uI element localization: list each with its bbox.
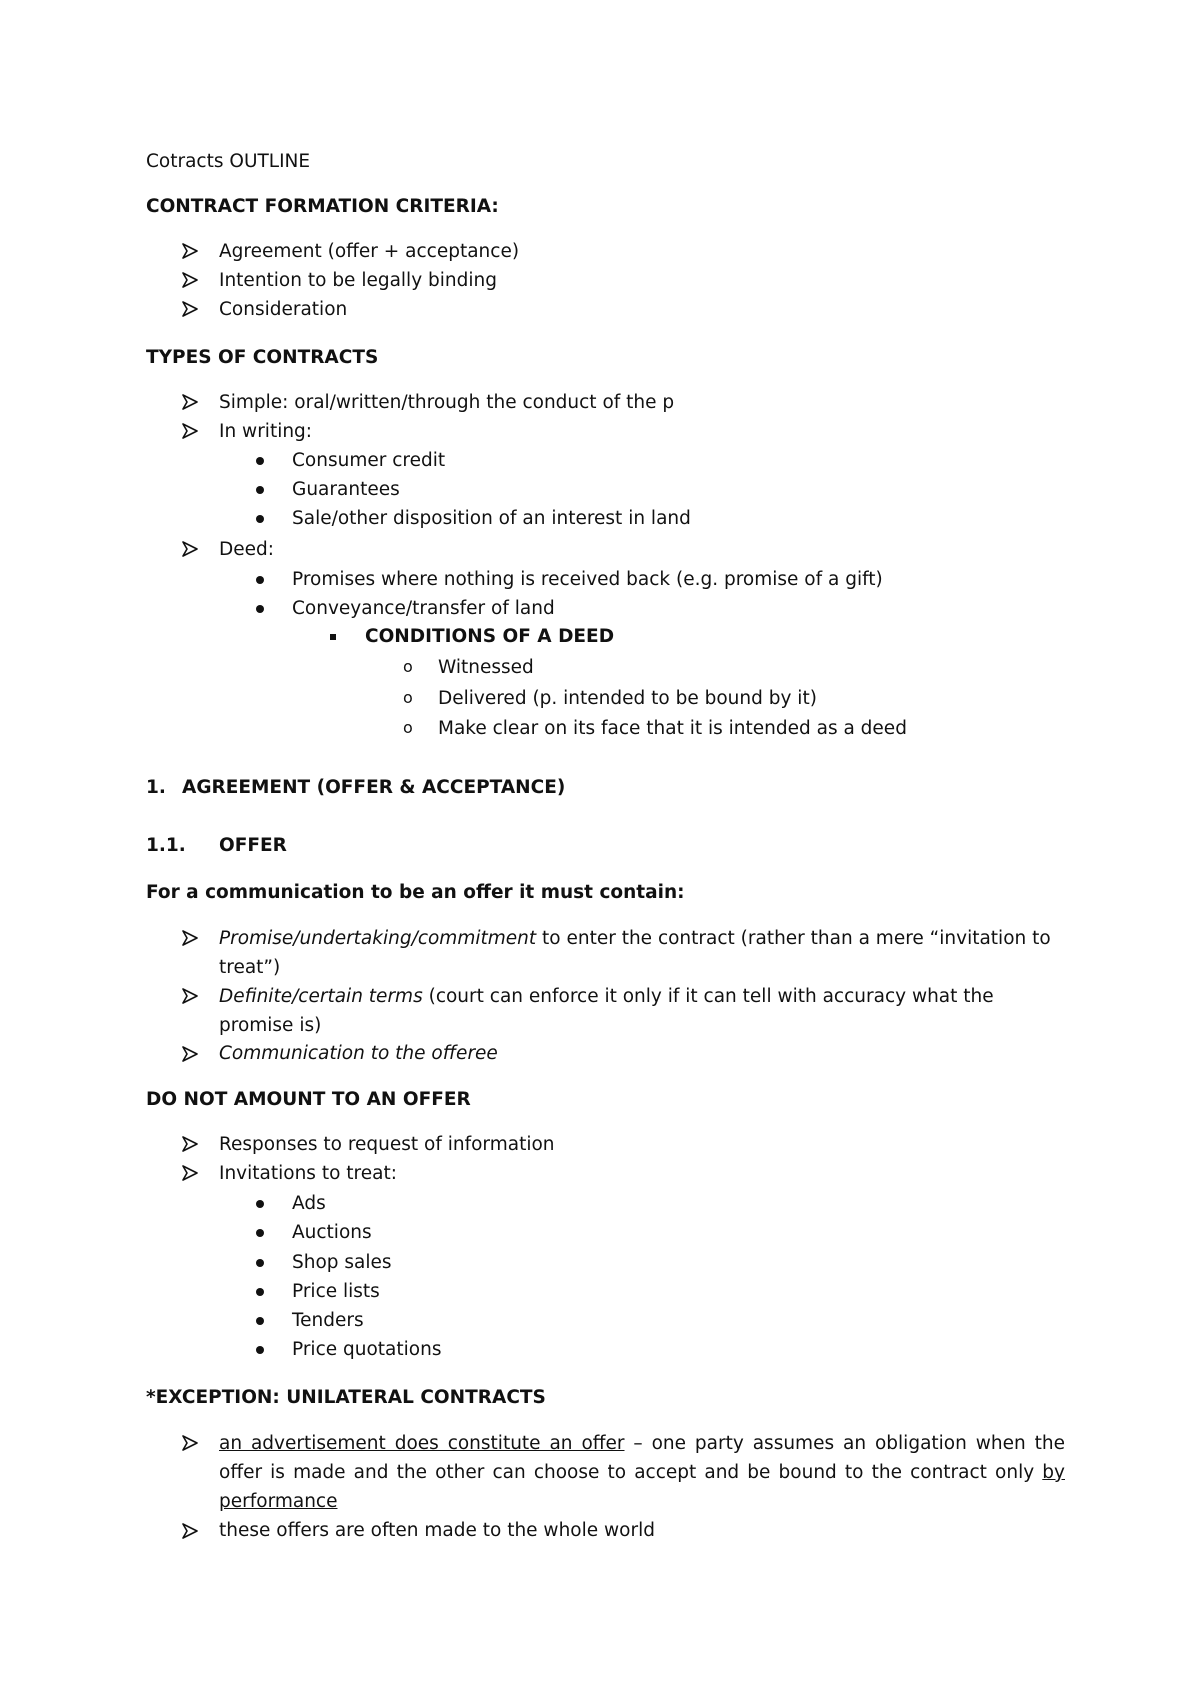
list-item: Price quotations [292,1339,442,1360]
arrow-bullet-icon [182,301,198,317]
square-bullet-icon [330,634,336,640]
arrow-bullet-icon [182,272,198,288]
arrow-bullet-icon [182,1435,198,1451]
list-item: Price lists [292,1281,380,1302]
section-title: OFFER [219,835,287,856]
list-item: Agreement (offer + acceptance) [219,241,520,262]
formation-heading: CONTRACT FORMATION CRITERIA: [146,196,499,217]
bullet-dot-icon [256,486,264,494]
bullet-dot-icon [256,605,264,613]
section-number: 1.1. [146,835,186,856]
underlined-phrase: by performance [219,1462,1065,1512]
bullet-dot-icon [256,1200,264,1208]
list-item: Responses to request of information [219,1134,555,1155]
list-item: Shop sales [292,1252,392,1273]
offer-item-promise [219,924,1069,982]
bullet-dot-icon [256,1229,264,1237]
arrow-bullet-icon [182,423,198,439]
paragraph-text: – one party assumes an obligation when the offer is made and the other can choose to accept and be bound to the contract only [219,1433,1065,1483]
offer-item-communication: Communication to the offeree [219,1043,498,1064]
arrow-bullet-icon [182,1523,198,1539]
list-item: these offers are often made to the whole world [219,1520,655,1541]
circle-bullet-icon: o [403,718,413,737]
exception-paragraph [219,1429,1065,1516]
list-item: Auctions [292,1222,372,1243]
list-item: Tenders [292,1310,364,1331]
list-item: Deed: [219,539,274,560]
bullet-dot-icon [256,1259,264,1267]
arrow-bullet-icon [182,394,198,410]
list-item: Delivered (p. intended to be bound by it) [438,688,817,709]
list-item: In writing: [219,421,313,442]
list-item: Promises where nothing is received back (e.g. promise of a gift) [292,569,883,590]
bullet-dot-icon [256,1317,264,1325]
arrow-bullet-icon [182,1136,198,1152]
underlined-phrase: an advertisement does constitute an offer [219,1433,625,1454]
list-item: Intention to be legally binding [219,270,497,291]
bullet-dot-icon [256,457,264,465]
exception-heading: *EXCEPTION: UNILATERAL CONTRACTS [146,1387,546,1408]
types-heading: TYPES OF CONTRACTS [146,347,379,368]
offer-heading: For a communication to be an offer it must contain: [146,882,685,903]
item-text: to enter the contract (rather than a mere “invitation to treat”) [219,928,1051,978]
bullet-dot-icon [256,576,264,584]
list-item: Consumer credit [292,450,446,471]
list-item: Invitations to treat: [219,1163,397,1184]
section-title: AGREEMENT (OFFER & ACCEPTANCE) [182,777,566,798]
circle-bullet-icon: o [403,688,413,707]
section-number: 1. [146,777,166,798]
item-text: (court can enforce it only if it can tell with accuracy what the promise is) [219,986,994,1036]
arrow-bullet-icon [182,1046,198,1062]
italic-term: Definite/certain terms [219,986,423,1007]
bullet-dot-icon [256,1346,264,1354]
not-offer-heading: DO NOT AMOUNT TO AN OFFER [146,1089,471,1110]
arrow-bullet-icon [182,930,198,946]
italic-term: Promise/undertaking/commitment [219,928,537,949]
arrow-bullet-icon [182,541,198,557]
list-item: Make clear on its face that it is intended as a deed [438,718,907,739]
arrow-bullet-icon [182,1165,198,1181]
circle-bullet-icon: o [403,657,413,676]
bullet-dot-icon [256,515,264,523]
list-item: Simple: oral/written/through the conduct of the p [219,392,675,413]
arrow-bullet-icon [182,988,198,1004]
list-item: Consideration [219,299,348,320]
conditions-heading: CONDITIONS OF A DEED [365,626,615,647]
bullet-dot-icon [256,1288,264,1296]
list-item: Guarantees [292,479,400,500]
list-item: Ads [292,1193,326,1214]
list-item: Conveyance/transfer of land [292,598,555,619]
doc-title: Cotracts OUTLINE [146,151,311,172]
arrow-bullet-icon [182,243,198,259]
list-item: Sale/other disposition of an interest in land [292,508,691,529]
list-item: Witnessed [438,657,534,678]
offer-item-definite [219,982,1069,1040]
